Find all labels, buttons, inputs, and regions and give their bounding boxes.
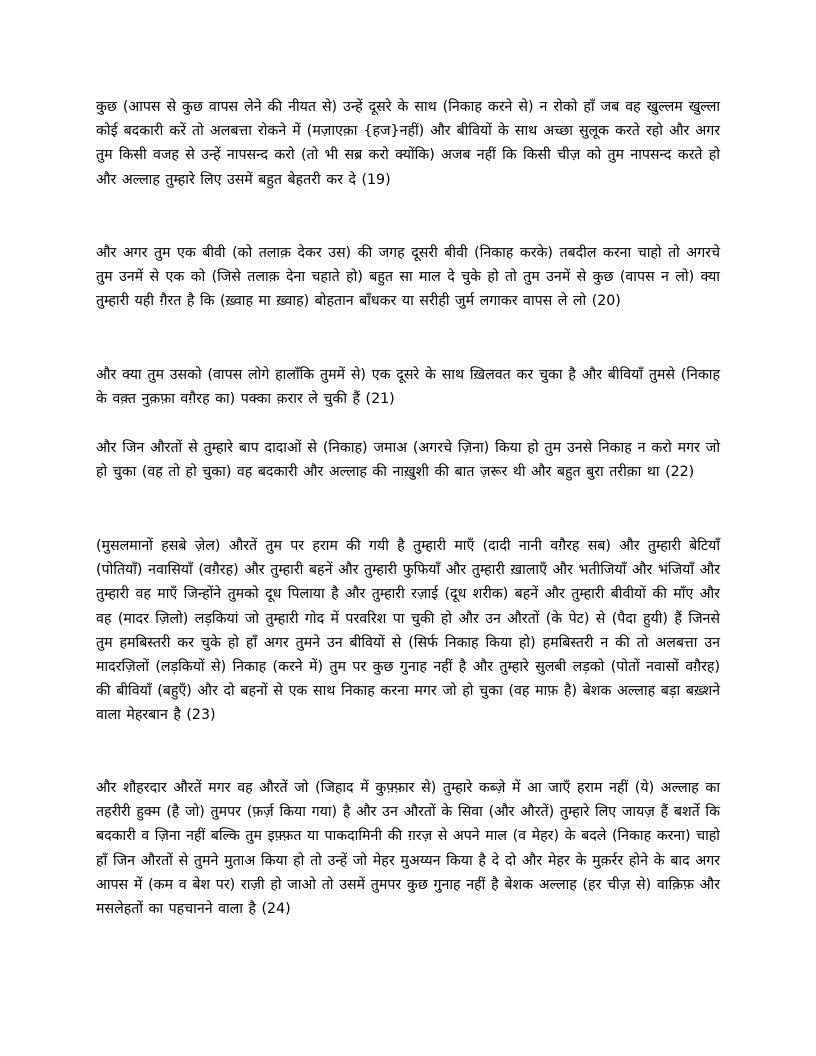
verse-paragraph-19: कुछ (आपस से कुछ वापस लेने की नीयत से) उन्हें दूसरे के साथ (निकाह करने से) न रोको हाँ जब वह खुल्लम खुल्ला कोई बदकारी करें तो अलबत्ता रोकने में (मज़ाएक़ा {हज}नहीं) और बीवियों के साथ अच्छा सुलूक करते रहो और अगर तुम किसी वजह से उन्हें नापसन्द करो (तो भी सब्र करो क्योंकि) अजब नहीं कि किसी चीज़ को तुम नापसन्द करते हो और अल्लाह तुम्हारे लिए उसमें बहुत बेहतरी कर दे (19)	[96, 99, 720, 188]
verse-paragraph-24: और शौहरदार औरतें मगर वह औरतें जो (जिहाद में कुफ़्फ़ार से) तुम्हारे कब्ज़े में आ जाएँ हराम नहीं (ये) अल्लाह का तहरीरी हुक्म (है जो) तुमपर (फ़र्ज़ किया गया) है और उन औरतों के सिवा (और औरतें) तुम्हारे लिए जायज़ हैं बशर्ते कि बदकारी व ज़िना नहीं बल्कि तुम इफ़्फ़त या पाकदामिनी की ग़रज़ से अपने माल (व मेहर) के बदले (निकाह करना) चाहो हाँ जिन औरतों से तुमने मुताअ किया हो तो उन्हें जो मेहर मुअय्यन किया है दे दो और मेहर के मुक़र्रर होने के बाद अगर आपस में (कम व बेश पर) राज़ी हो जाओ तो उसमें तुमपर कुछ गुनाह नहीं है बेशक अल्लाह (हर चीज़ से) वाक़िफ़ और मसलेहतों का पहचानने वाला है (24)	[96, 780, 720, 918]
verse-paragraph-23: (मुसलमानों हसबे ज़ेल) औरतें तुम पर हराम की गयी है तुम्हारी माएँ (दादी नानी वग़ैरह सब) और तुम्हारी बेटियाँ (पोतियाँ) नवासियाँ (वग़ैरह) और तुम्हारी बहनें और तुम्हारी फुफियाँ और तुम्हारी ख़ालाएँ और भतीजियाँ और भंजियाँ और तुम्हारी वह माएँ जिन्होंने तुमको दूध पिलाया है और तुम्हारी रज़ाई (दूध शरीक) बहनें और तुम्हारी बीवीयों की माँए और वह (मादर ज़िलो) लड़कियां जो तुम्हारी गोद में परवरिश पा चुकी हो और उन औरतों (के पेट) से (पैदा हुयी) हैं जिनसे तुम हमबिस्तरी कर चुके हो हाँ अगर तुमने उन बीवियों से (सिर्फ निकाह किया हो) हमबिस्तरी न की तो अलबत्ता उन मादरज़िलों (लड़कियों से) निकाह (करने में) तुम पर कुछ गुनाह नहीं है और तुम्हारे सुलबी लड़को (पोतों नवासों वग़ैरह) की बीवियाँ (बहुएँ) और दो बहनों से एक साथ निकाह करना मगर जो हो चुका (वह माफ़ है) बेशक अल्लाह बड़ा बख़्शने वाला मेहरबान है (23)	[96, 538, 720, 724]
verse-paragraph-22: और जिन औरतों से तुम्हारे बाप दादाओं से (निकाह) जमाअ (अगरचे ज़िना) किया हो तुम उनसे निकाह न करो मगर जो हो चुका (वह तो हो चुका) वह बदकारी और अल्लाह की नाख़ुशी की बात ज़रूर थी और बहुत बुरा तरीक़ा था (22)	[96, 440, 720, 481]
verse-paragraph-21: और क्या तुम उसको (वापस लोगे हालाँकि तुममें से) एक दूसरे के साथ ख़िलवत कर चुका है और बीवियाँ तुमसे (निकाह के वक़्त नुक़फ़ा वग़ैरह का) पक्का क़रार ले चुकी हैं (21)	[96, 367, 720, 408]
verse-paragraph-20: और अगर तुम एक बीवी (को तलाक़ देकर उस) की जगह दूसरी बीवी (निकाह करके) तबदील करना चाहो तो अगरचे तुम उनमें से एक को (जिसे तलाक़ देना चहाते हो) बहुत सा माल दे चुके हो तो तुम उनमें से कुछ (वापस न लो) क्या तुम्हारी यही ग़ैरत है कि (ख़्वाह मा ख़्वाह) बोहतान बाँधकर या सरीही जुर्म लगाकर वापस ले लो (20)	[96, 245, 720, 310]
